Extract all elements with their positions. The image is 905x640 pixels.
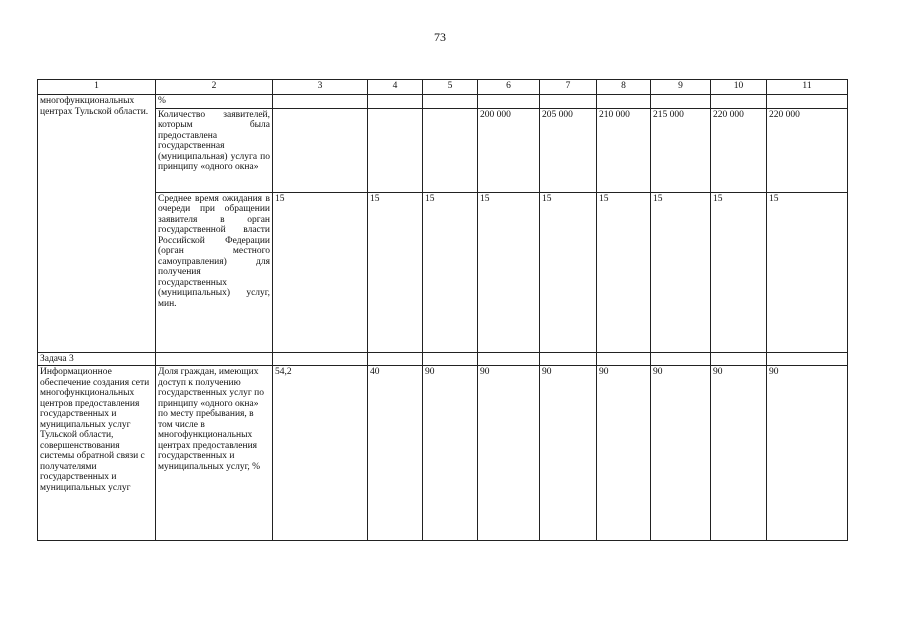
task-title: Задача 3 <box>38 352 156 366</box>
page-number: 73 <box>434 30 446 44</box>
header-cell: 4 <box>368 80 423 95</box>
value-cell: 220 000 <box>767 108 848 192</box>
table-row <box>38 95 848 109</box>
header-cell: 8 <box>597 80 651 95</box>
objective-cell: многофункциональных центрах Тульской области. <box>38 95 156 353</box>
value-cell: 200 000 <box>478 108 540 192</box>
value-cell: 15 <box>711 192 767 352</box>
header-cell: 2 <box>156 80 273 95</box>
value-cell <box>423 108 478 192</box>
value-cell: 90 <box>540 366 597 541</box>
value-cell: 15 <box>368 192 423 352</box>
value-cell: 15 <box>597 192 651 352</box>
value-cell: 90 <box>651 366 711 541</box>
value-cell: 15 <box>651 192 711 352</box>
header-cell: 10 <box>711 80 767 95</box>
unit-cell: % <box>156 95 273 109</box>
value-cell: 15 <box>478 192 540 352</box>
value-cell: 15 <box>540 192 597 352</box>
value-cell: 15 <box>423 192 478 352</box>
value-cell: 54,2 <box>273 366 368 541</box>
value-cell: 15 <box>273 192 368 352</box>
header-cell: 6 <box>478 80 540 95</box>
header-row <box>38 80 848 95</box>
header-cell: 9 <box>651 80 711 95</box>
value-cell <box>368 108 423 192</box>
value-cell: 90 <box>423 366 478 541</box>
value-cell: 40 <box>368 366 423 541</box>
objective-cell: Информационное обеспечение создания сети многофункциональных центров предоставления государственных и муниципальных услуг Тульской области, совершенствования системы обратной связи с получателями государственных и муниципальных услуг <box>38 366 156 541</box>
value-cell <box>273 108 368 192</box>
indicator-label: Доля граждан, имеющих доступ к получению государственных услуг по принципу «одного окна» по месту пребывания, в том числе в многофункциональных центрах предоставления государственных и муниципальных услуг, % <box>156 366 273 541</box>
indicator-label: Количество заявителей, которым была предоставлена государственная (муниципальная) услуга по принципу «одного окна» <box>156 108 273 192</box>
header-cell: 1 <box>38 80 156 95</box>
value-cell: 215 000 <box>651 108 711 192</box>
value-cell: 90 <box>767 366 848 541</box>
value-cell: 205 000 <box>540 108 597 192</box>
header-cell: 5 <box>423 80 478 95</box>
table-row <box>38 192 848 352</box>
value-cell: 220 000 <box>711 108 767 192</box>
header-cell: 3 <box>273 80 368 95</box>
table-row <box>38 366 848 541</box>
task-row <box>38 352 848 366</box>
value-cell: 90 <box>597 366 651 541</box>
header-cell: 7 <box>540 80 597 95</box>
indicator-label: Среднее время ожидания в очереди при обращении заявителя в орган государственной власти Российской Федерации (орган местного самоуправления) для получения государственных (муниципальных) услуг, мин. <box>156 192 273 352</box>
value-cell: 15 <box>767 192 848 352</box>
value-cell: 90 <box>711 366 767 541</box>
table-row <box>38 108 848 192</box>
header-cell: 11 <box>767 80 848 95</box>
indicators-table <box>37 79 848 541</box>
value-cell: 210 000 <box>597 108 651 192</box>
value-cell: 90 <box>478 366 540 541</box>
